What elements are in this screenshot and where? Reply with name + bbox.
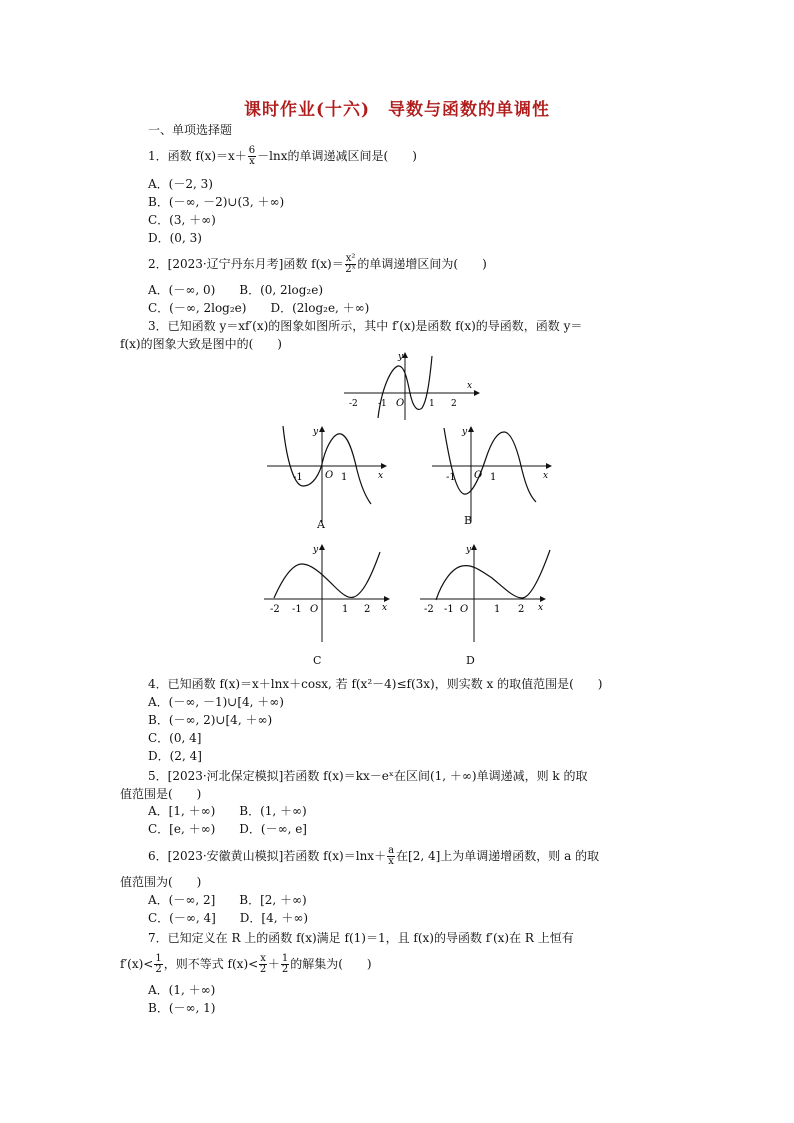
graph-option-d[interactable] (418, 542, 558, 644)
svg-text:y: y (313, 427, 319, 437)
question-7-line-2: f′(x)< $\frac{1}{2}$ ，则不等式 f(x)< $\frac{x}{2}$ ＋ $\frac{1}{2}$ 的解集为( ) (120, 953, 372, 975)
graph-option-a[interactable] (265, 424, 390, 524)
q1-option-a[interactable]: A．(－2, 3) (148, 177, 213, 191)
page-title: 课时作业(十六) 导数与函数的单调性 (243, 100, 551, 120)
q6-options-row-1[interactable]: A．(－∞, 2] B．[2, ＋∞) (148, 893, 307, 907)
q1-option-b[interactable]: B．(－∞, －2)∪(3, ＋∞) (148, 195, 285, 209)
option-b-label: B (464, 514, 473, 527)
q4-option-d[interactable]: D．(2, 4] (148, 749, 202, 763)
x-axis-label: x (467, 381, 473, 391)
q7-option-a[interactable]: A．(1, ＋∞) (148, 983, 216, 997)
svg-text:-1: -1 (292, 604, 302, 615)
svg-text:2: 2 (518, 604, 525, 615)
q4-option-b[interactable]: B．(－∞, 2)∪[4, ＋∞) (148, 713, 273, 727)
tick-label: 1 (429, 399, 435, 409)
fraction: $\frac{a}{x}$ (388, 845, 395, 867)
svg-text:-2: -2 (270, 604, 280, 615)
svg-text:O: O (460, 604, 469, 615)
fraction: $\frac{x}{2}$ (259, 953, 267, 975)
svg-text:y: y (466, 545, 472, 555)
q4-option-c[interactable]: C．(0, 4] (148, 731, 202, 745)
q1-option-c[interactable]: C．(3, ＋∞) (148, 213, 216, 227)
svg-text:y: y (462, 427, 468, 437)
fraction: $\frac{\text{x²}}{\text{2ˣ}}$ (345, 253, 356, 275)
option-a-label: A (317, 518, 325, 531)
y-axis-label: y (398, 352, 404, 362)
q6-options-row-2[interactable]: C．(－∞, 4] D．[4, ＋∞) (148, 911, 309, 925)
svg-text:1: 1 (494, 604, 501, 615)
q2-options-row-2[interactable]: C．(－∞, 2log₂e) D．(2log₂e, ＋∞) (148, 301, 370, 315)
tick-label: -2 (349, 399, 358, 409)
q4-option-a[interactable]: A．(－∞, －1)∪[4, ＋∞) (148, 695, 284, 709)
question-3-line-1: 3．已知函数 y＝xf′(x)的图象如图所示，其中 f′(x)是函数 f(x)的导函数，函数 y＝ (148, 319, 583, 333)
question-5-line-2: 值范围是( ) (120, 787, 202, 801)
graph-xfprime (340, 350, 480, 422)
section-heading: 一、单项选择题 (148, 123, 233, 137)
question-3-line-2: f(x)的图象大致是图中的( ) (120, 337, 282, 351)
svg-text:1: 1 (490, 472, 497, 483)
svg-text:-1: -1 (293, 472, 303, 483)
graph-option-c[interactable] (262, 542, 392, 644)
svg-text:x: x (378, 471, 384, 481)
q5-options-row-2[interactable]: C．[e, ＋∞) D．(－∞, e] (148, 822, 307, 836)
svg-text:x: x (543, 471, 549, 481)
svg-text:-1: -1 (444, 604, 454, 615)
fraction: $\frac{1}{2}$ (281, 953, 289, 975)
origin-label: O (396, 398, 405, 409)
question-5-line-1: 5．[2023·河北保定模拟]若函数 f(x)＝kx－eˣ在区间(1, ＋∞)单调递减，则 k 的取 (148, 769, 588, 783)
svg-text:O: O (325, 470, 334, 481)
fraction: $\frac{6}{x}$ (248, 145, 256, 167)
q1-option-d[interactable]: D．(0, 3) (148, 231, 202, 245)
svg-text:-2: -2 (424, 604, 434, 615)
question-7-line-1: 7．已知定义在 R 上的函数 f(x)满足 f(1)＝1，且 f(x)的导函数 f′(x)在 R 上恒有 (148, 931, 574, 945)
tick-label: 2 (451, 399, 457, 409)
tick-label: -1 (378, 399, 387, 409)
q7-option-b[interactable]: B．(－∞, 1) (148, 1001, 216, 1015)
svg-text:2: 2 (364, 604, 371, 615)
q5-options-row-1[interactable]: A．[1, ＋∞) B．(1, ＋∞) (148, 804, 307, 818)
question-2-stem: 2．[2023·辽宁丹东月考]函数 f(x)＝ $\frac{\text{x²}}{\text{2ˣ}}$ 的单调递增区间为( ) (148, 253, 487, 275)
svg-text:O: O (310, 604, 319, 615)
graph-option-b[interactable] (430, 424, 555, 524)
svg-text:1: 1 (341, 472, 348, 483)
svg-text:x: x (538, 603, 544, 613)
fraction: $\frac{1}{2}$ (155, 953, 162, 975)
svg-text:O: O (474, 470, 483, 481)
question-6-line-2: 值范围为( ) (120, 875, 202, 889)
svg-text:-1: -1 (446, 472, 456, 483)
svg-text:1: 1 (342, 604, 349, 615)
q2-options-row-1[interactable]: A．(－∞, 0) B．(0, 2log₂e) (148, 283, 324, 297)
option-c-label: C (313, 654, 322, 667)
question-4-stem: 4．已知函数 f(x)＝x＋lnx＋cosx, 若 f(x²－4)≤f(3x)，则实数 x 的取值范围是( ) (148, 677, 603, 691)
question-1-stem: 1．函数 f(x)＝x＋ $\frac{6}{x}$ －lnx的单调递减区间是( ) (148, 145, 417, 167)
question-6-line-1: 6．[2023·安徽黄山模拟]若函数 f(x)＝lnx＋ $\frac{a}{x}$ 在[2, 4]上为单调递增函数，则 a 的取 (148, 845, 600, 867)
svg-text:y: y (313, 545, 319, 555)
option-d-label: D (466, 654, 475, 667)
svg-text:x: x (382, 603, 388, 613)
